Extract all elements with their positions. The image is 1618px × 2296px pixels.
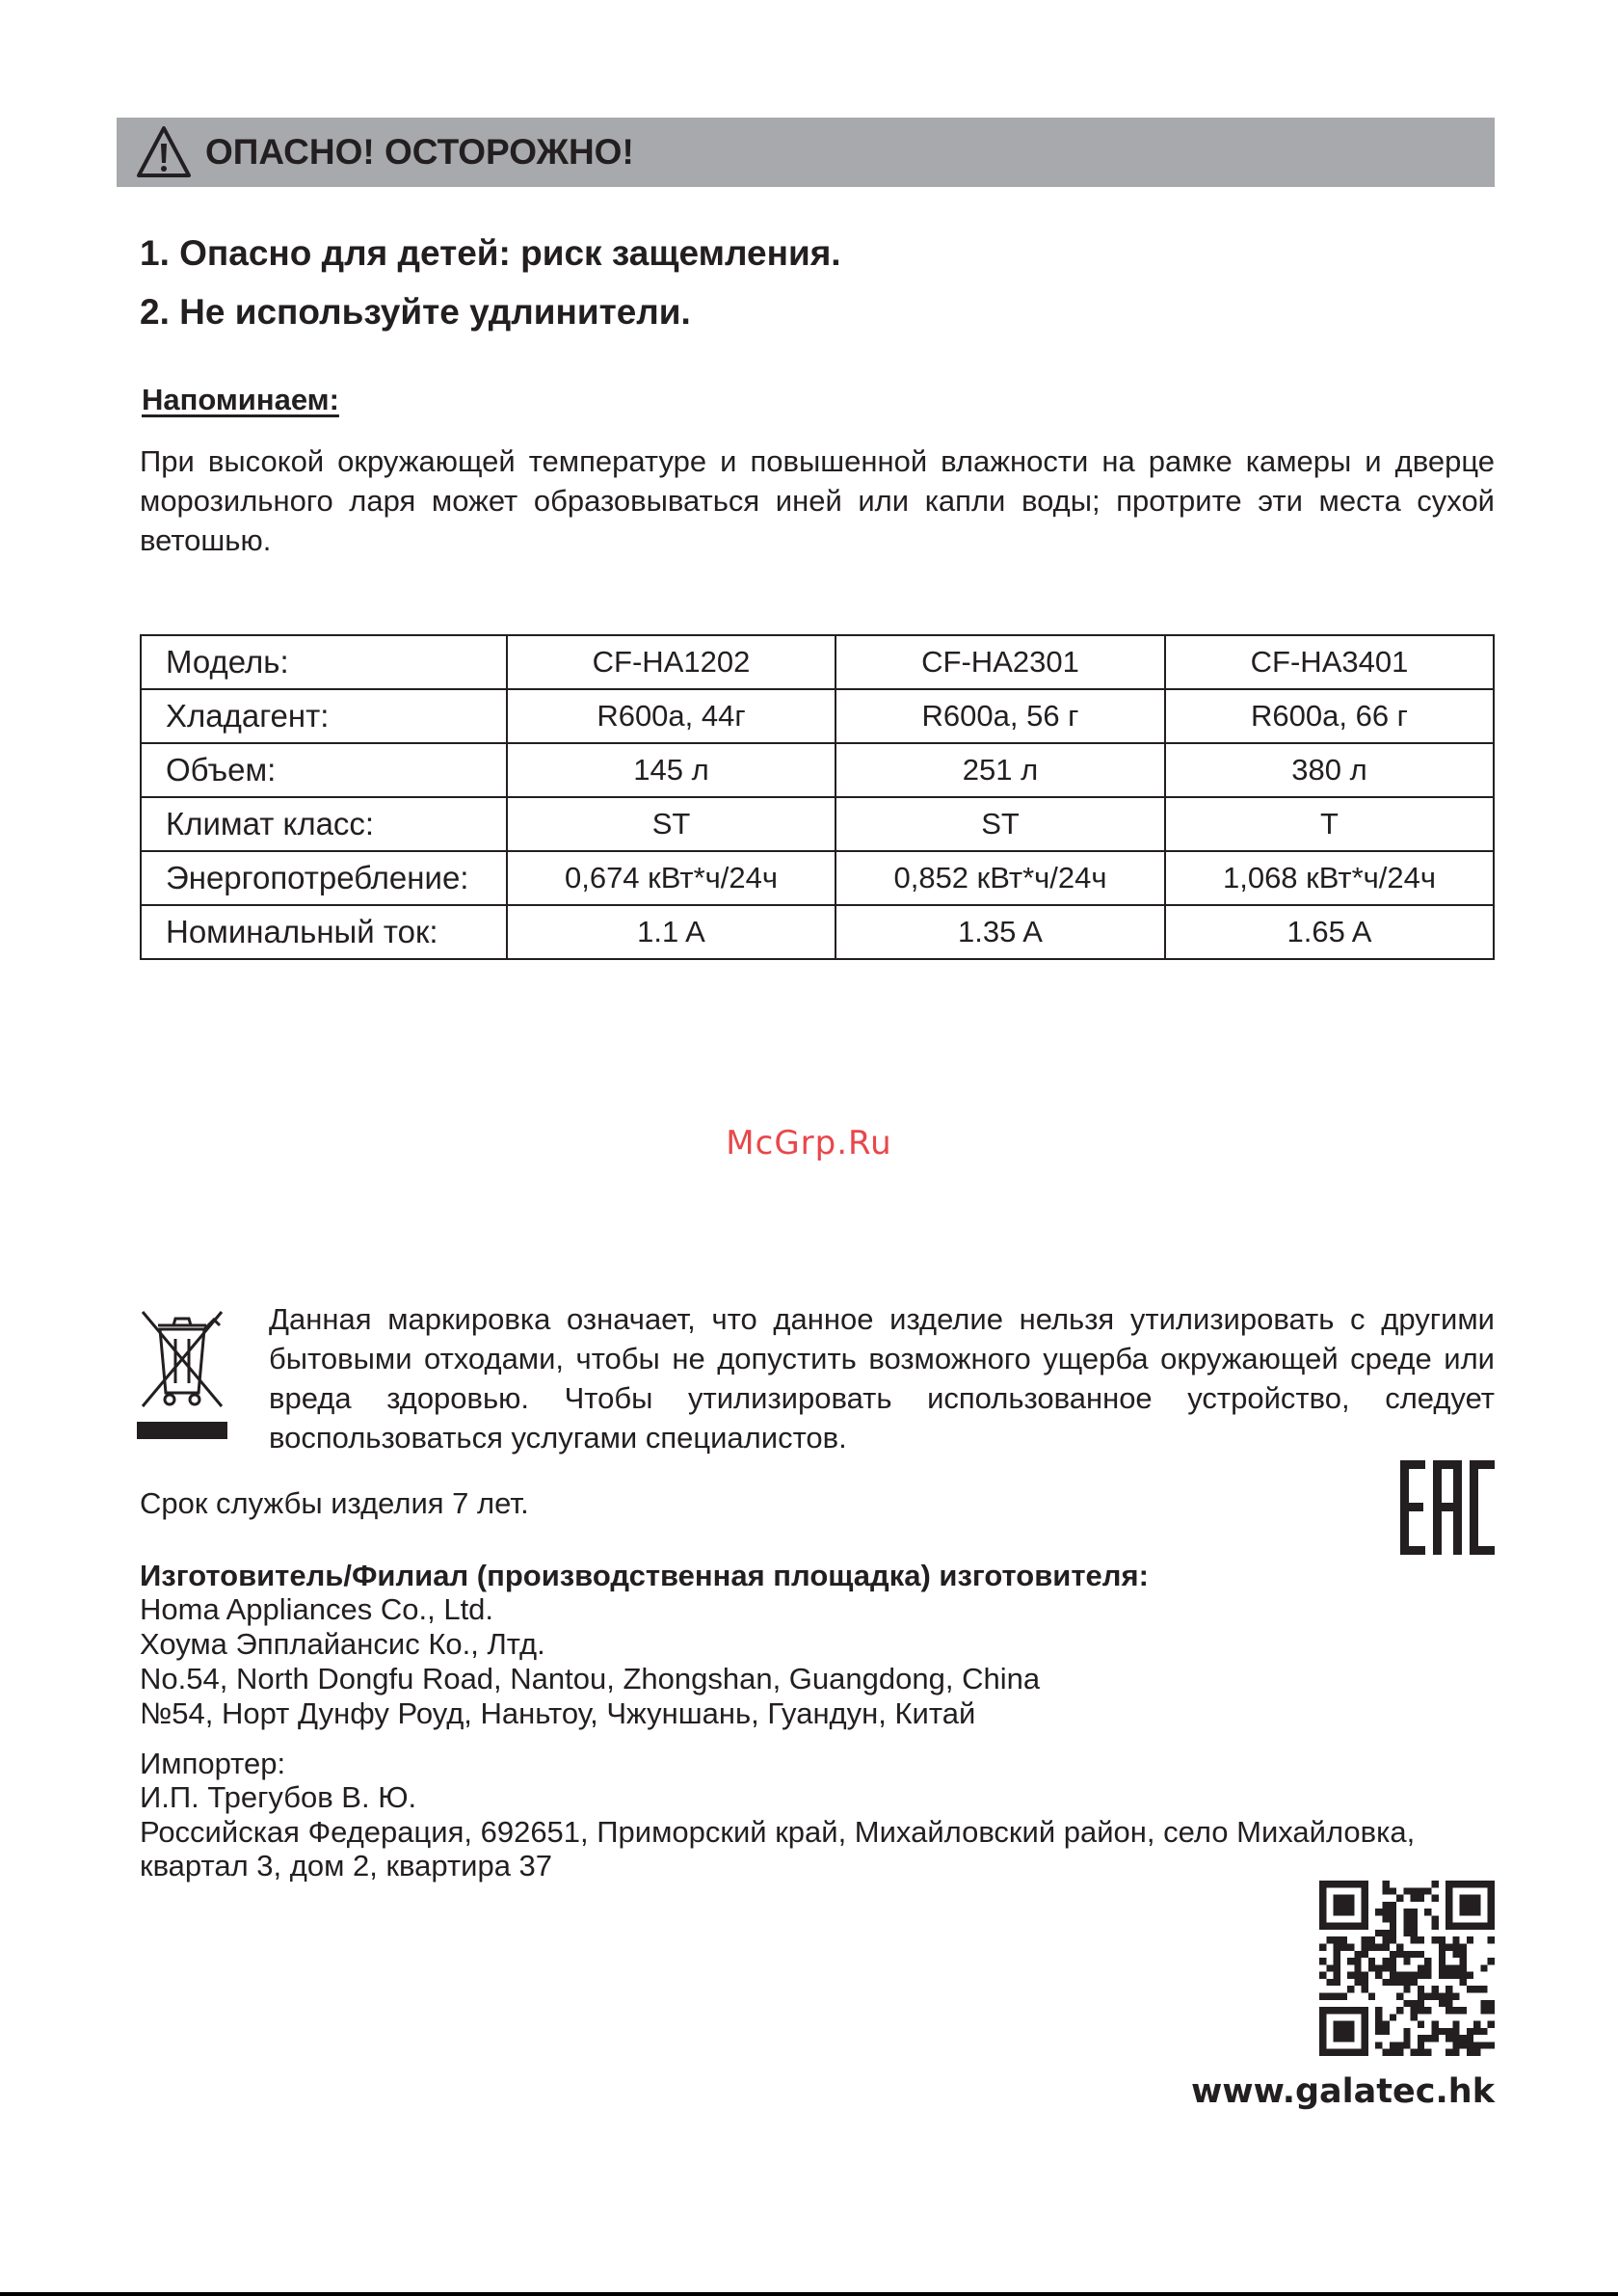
- table-cell: CF-HA2301: [836, 635, 1165, 689]
- reminder-text: При высокой окружающей температуре и повышенной влажности на рамке камеры и дверце морозильного ларя может образовываться иней или капли воды; протрите эти места сухой ветошью.: [140, 444, 1495, 557]
- warning-title: ОПАСНО! ОСТОРОЖНО!: [205, 132, 634, 172]
- table-cell: 1.1 A: [507, 905, 836, 959]
- qr-code-icon[interactable]: [1319, 1881, 1495, 2056]
- page-bottom-edge: [0, 2292, 1618, 2296]
- row-label: Объем:: [141, 743, 507, 797]
- manufacturer-title: Изготовитель/Филиал (производственная площадка) изготовителя:: [140, 1559, 1149, 1592]
- row-label: Модель:: [141, 635, 507, 689]
- table-cell: 380 л: [1165, 743, 1494, 797]
- table-cell: 0,674 кВт*ч/24ч: [507, 851, 836, 905]
- table-cell: 0,852 кВт*ч/24ч: [836, 851, 1165, 905]
- table-cell: R600a, 56 г: [836, 689, 1165, 743]
- website-link[interactable]: www.galatec.hk: [1190, 2072, 1495, 2111]
- service-life: Срок службы изделия 7 лет.: [140, 1486, 529, 1520]
- eac-mark: [1400, 1460, 1495, 1555]
- table-cell: CF-HA3401: [1165, 635, 1494, 689]
- danger-item-1: 1. Опасно для детей: риск защемления.: [140, 233, 841, 273]
- table-cell: ST: [836, 797, 1165, 851]
- danger-item-2: 2. Не используйте удлинители.: [140, 292, 691, 332]
- table-cell: 1.35 A: [836, 905, 1165, 959]
- crossed-bin-icon: [137, 1306, 227, 1443]
- manufacturer-line-1: Homa Appliances Co., Ltd.: [140, 1592, 494, 1626]
- table-cell: 1.65 A: [1165, 905, 1494, 959]
- row-label: Хладагент:: [141, 689, 507, 743]
- importer-line-3: квартал 3, дом 2, квартира 37: [140, 1849, 553, 1882]
- row-label: Энергопотребление:: [141, 851, 507, 905]
- table-cell: T: [1165, 797, 1494, 851]
- reminder-title: Напоминаем:: [142, 383, 339, 416]
- row-label: Номинальный ток:: [141, 905, 507, 959]
- table-row: [141, 635, 1494, 689]
- importer-line-1: И.П. Трегубов В. Ю.: [140, 1780, 417, 1814]
- warning-triangle-icon: [136, 124, 192, 180]
- importer-title: Импортер:: [140, 1747, 286, 1780]
- table-row: [141, 905, 1494, 959]
- manufacturer-line-4: №54, Норт Дунфу Роуд, Наньтоу, Чжуншань, Гуандун, Китай: [140, 1696, 976, 1730]
- warning-banner: [117, 118, 1495, 187]
- table-cell: 251 л: [836, 743, 1165, 797]
- table-row: [141, 797, 1494, 851]
- manufacturer-line-2: Хоума Эпплайансис Ко., Лтд.: [140, 1627, 545, 1661]
- disposal-text: Данная маркировка означает, что данное изделие нельзя утилизировать с другими бытовыми отходами, чтобы не допустить возможного ущерба окружающей среде или вреда здоровью. Чтобы утилизировать использованное устройство, следует воспользоваться услугами специалистов.: [269, 1302, 1495, 1455]
- table-cell: 1,068 кВт*ч/24ч: [1165, 851, 1494, 905]
- table-cell: R600a, 66 г: [1165, 689, 1494, 743]
- table-row: [141, 851, 1494, 905]
- table-cell: CF-HA1202: [507, 635, 836, 689]
- table-cell: 145 л: [507, 743, 836, 797]
- watermark: McGrp.Ru: [726, 1124, 892, 1162]
- table-row: [141, 689, 1494, 743]
- importer-line-2: Российская Федерация, 692651, Приморский край, Михайловский район, село Михайловка,: [140, 1815, 1416, 1849]
- table-cell: R600a, 44г: [507, 689, 836, 743]
- manufacturer-line-3: No.54, North Dongfu Road, Nantou, Zhongshan, Guangdong, China: [140, 1662, 1041, 1695]
- table-cell: ST: [507, 797, 836, 851]
- row-label: Климат класс:: [141, 797, 507, 851]
- table-row: [141, 743, 1494, 797]
- spec-table: [140, 634, 1495, 960]
